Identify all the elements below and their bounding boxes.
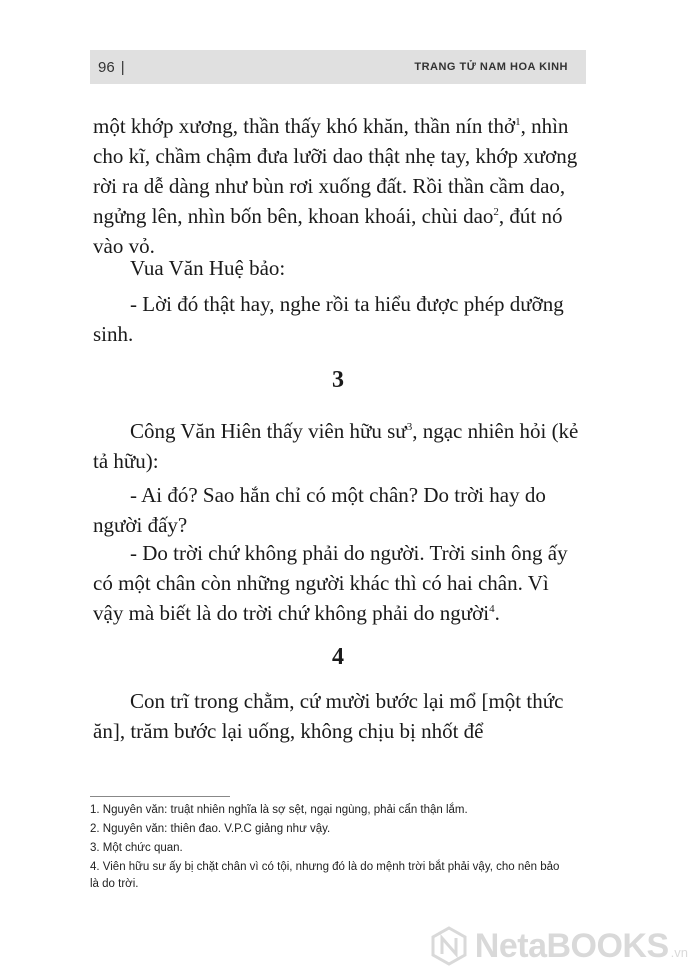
paragraph-6: - Do trời chứ không phải do người. Trời sinh ông ấy có một chân còn những người khác thì có hai chân. Vì vậy mà biết là do trời chứ không phải do người$^4$. <box>93 541 568 625</box>
paragraph-3: - Lời đó thật hay, nghe rồi ta hiểu được phép dưỡng sinh. <box>93 292 564 346</box>
footnote-divider <box>90 796 230 797</box>
footnote-3: 3. Một chức quan. <box>90 842 183 854</box>
footnote-ref-1[interactable]: 1 <box>515 116 521 128</box>
running-title: TRANG TỬ NAM HOA KINH <box>414 61 568 73</box>
section-heading-3: 3 <box>332 367 344 393</box>
footnote-1: 1. Nguyên văn: truật nhiên nghĩa là sợ sệt, ngại ngùng, phải cẩn thận lắm. <box>90 804 468 816</box>
paragraph-7: Con trĩ trong chằm, cứ mười bước lại mổ [một thức ăn], trăm bước lại uống, không chịu bị nhốt để <box>93 689 564 743</box>
footnote-4: 4. Viên hữu sư ấy bị chặt chân vì có tội, nhưng đó là do mệnh trời bắt phải vậy, cho nên bảo là do trời. <box>90 861 560 890</box>
footnote-ref-3[interactable]: 3 <box>406 421 413 433</box>
paragraph-2: Vua Văn Huệ bảo: <box>130 256 286 280</box>
watermark <box>429 926 688 966</box>
footnotes <box>90 802 570 895</box>
footnote-ref-4[interactable]: 4 <box>489 603 495 615</box>
paragraph-4: Công Văn Hiên thấy viên hữu $sư^3$, ngạc nhiên hỏi (kẻ tả hữu): <box>93 419 579 473</box>
footnote-ref-2[interactable]: 2 <box>493 206 499 218</box>
paragraph-5: - Ai đó? Sao hắn chỉ có một chân? Do trời hay do người đấy? <box>93 483 546 537</box>
header-separator: | <box>120 58 125 76</box>
netabooks-logo-icon <box>429 926 469 966</box>
watermark-brand: NetaBOOKS <box>474 926 669 965</box>
footnote-2: 2. Nguyên văn: thiên đao. V.P.C giảng như vậy. <box>90 823 331 835</box>
running-header <box>90 50 586 84</box>
page-number: 96 | <box>98 58 125 76</box>
watermark-suffix: .vn <box>670 945 688 960</box>
section-heading-4: 4 <box>332 644 344 670</box>
paragraph-1: một khớp xương, thần thấy khó khăn, thần nín thở$^1$, nhìn cho kĩ, chầm chậm đưa lưỡi dao thật nhẹ tay, khớp xương rời ra dễ dàng như bùn rơi xuống đất. Rồi thần cầm dao, ngửng lên, nhìn bốn bên, khoan khoái, chùi dao$^2$, đút nó vào vỏ. <box>93 114 578 258</box>
